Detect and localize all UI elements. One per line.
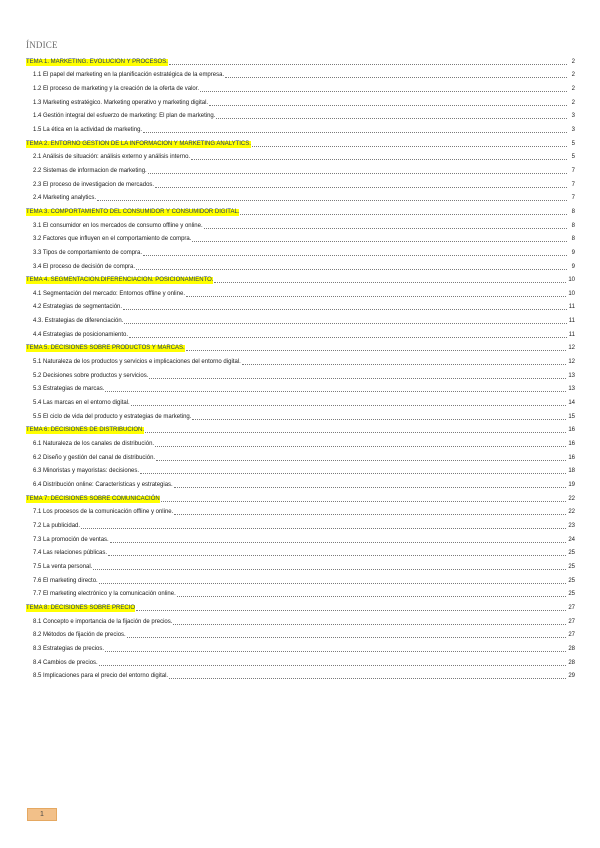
toc-entry-label: 7.6 El marketing directo. bbox=[33, 577, 98, 584]
toc-chapter-link[interactable] bbox=[26, 52, 575, 66]
toc-section-link[interactable] bbox=[26, 175, 575, 189]
toc-section-link[interactable] bbox=[26, 585, 575, 599]
toc-section-link[interactable] bbox=[26, 93, 575, 107]
toc-page-number: 11 bbox=[568, 331, 575, 338]
toc-entry-label: 6.2 Diseño y gestión del canal de distribución. bbox=[33, 454, 156, 461]
dot-leader bbox=[177, 596, 567, 597]
dot-leader bbox=[242, 364, 567, 365]
dot-leader bbox=[127, 637, 567, 638]
toc-page-number: 7 bbox=[571, 195, 575, 202]
toc-entry-label: 1.4 Gestión integral del esfuerzo de marketing: El plan de marketing. bbox=[33, 113, 216, 120]
toc-entry-label: 8.3 Estrategias de precios. bbox=[33, 645, 105, 652]
toc-page-number: 14 bbox=[568, 400, 575, 407]
toc-section-link[interactable] bbox=[26, 298, 575, 312]
dot-leader bbox=[97, 200, 567, 201]
toc-entry-label: 8.5 Implicaciones para el precio del entorno digital. bbox=[33, 673, 169, 680]
dot-leader bbox=[252, 146, 567, 147]
toc-section-link[interactable] bbox=[26, 161, 575, 175]
toc-section-link[interactable] bbox=[26, 475, 575, 489]
toc-entry-label: 4.3. Estrategias de diferenciación. bbox=[33, 318, 124, 325]
toc-page-number: 19 bbox=[568, 482, 575, 488]
toc-page-number: 16 bbox=[568, 441, 575, 448]
toc-section-link[interactable] bbox=[26, 66, 575, 80]
dot-leader bbox=[169, 678, 566, 679]
toc-section-link[interactable] bbox=[26, 557, 575, 571]
dot-leader bbox=[174, 514, 566, 515]
toc-page-number: 9 bbox=[571, 263, 575, 270]
dot-leader bbox=[204, 228, 567, 229]
toc-page-number: 16 bbox=[568, 427, 575, 434]
toc-page-number: 24 bbox=[568, 536, 575, 543]
toc-page-number: 22 bbox=[568, 495, 575, 502]
toc-entry-label: 3.2 Factores que influyen en el comportamiento de compra. bbox=[33, 236, 192, 243]
dot-leader bbox=[214, 282, 566, 283]
toc-entry-label: TEMA 1. MARKETING. EVOLUCION Y PROCESOS. bbox=[26, 58, 168, 65]
dot-leader bbox=[225, 77, 567, 78]
dot-leader bbox=[140, 473, 566, 474]
toc-page-number: 10 bbox=[568, 277, 575, 284]
toc-entry-label: TEMA 8: DECISIONES SOBRE PRECIO bbox=[26, 604, 136, 611]
toc-entry-label: 1.1 El papel del marketing en la planificación estratégica de la empresa. bbox=[33, 72, 225, 79]
toc-chapter-link[interactable] bbox=[26, 134, 575, 148]
table-of-contents bbox=[26, 52, 575, 680]
toc-entry-label: 8.4 Cambios de precios. bbox=[33, 659, 98, 666]
toc-section-link[interactable] bbox=[26, 516, 575, 530]
dot-leader bbox=[81, 528, 566, 529]
dot-leader bbox=[209, 105, 567, 106]
dot-leader bbox=[240, 214, 567, 215]
dot-leader bbox=[93, 569, 566, 570]
dot-leader bbox=[124, 323, 566, 324]
toc-page-number: 27 bbox=[568, 604, 575, 611]
toc-page-number: 12 bbox=[568, 359, 575, 366]
dot-leader bbox=[143, 132, 567, 133]
toc-page-number: 10 bbox=[568, 290, 575, 297]
toc-entry-label: 2.2 Sistemas de informacion de marketing. bbox=[33, 167, 147, 174]
footer-page-number: 1 bbox=[27, 808, 57, 821]
toc-entry-label: TEMA 5. DECISIONES SOBRE PRODUCTOS Y MARCAS. bbox=[26, 345, 185, 352]
dot-leader bbox=[105, 391, 566, 392]
toc-page-number: 8 bbox=[571, 222, 575, 229]
toc-page-number: 7 bbox=[571, 181, 575, 188]
toc-page-number: 3 bbox=[571, 126, 575, 133]
toc-chapter-link[interactable] bbox=[26, 202, 575, 216]
dot-leader bbox=[192, 419, 566, 420]
toc-entry-label: 5.1 Naturaleza de los productos y servicios e implicaciones del entorno digital. bbox=[33, 359, 241, 366]
toc-section-link[interactable] bbox=[26, 434, 575, 448]
toc-entry-label: 8.1 Concepto e importancia de la fijación de precios. bbox=[33, 618, 173, 625]
dot-leader bbox=[186, 350, 567, 351]
toc-entry-label: 4.1 Segmentación del mercado: Entornos offline y online. bbox=[33, 290, 185, 297]
toc-section-link[interactable] bbox=[26, 393, 575, 407]
toc-page-number: 25 bbox=[568, 550, 575, 557]
toc-chapter-link[interactable] bbox=[26, 489, 575, 503]
toc-page-number: 25 bbox=[568, 577, 575, 584]
dot-leader bbox=[191, 159, 567, 160]
dot-leader bbox=[110, 542, 567, 543]
toc-page-number: 8 bbox=[571, 236, 575, 243]
toc-section-link[interactable] bbox=[26, 284, 575, 298]
toc-section-link[interactable] bbox=[26, 311, 575, 325]
toc-section-link[interactable] bbox=[26, 626, 575, 640]
dot-leader bbox=[169, 64, 567, 65]
toc-entry-label: TEMA 4. SEGMENTACION.DIFERENCIACION. POSICIONAMIENTO. bbox=[26, 277, 214, 284]
dot-leader bbox=[186, 296, 566, 297]
toc-section-link[interactable] bbox=[26, 79, 575, 93]
toc-entry-label: 2.3 El proceso de investigacion de mercados. bbox=[33, 181, 155, 188]
toc-entry-label: 4.4 Estrategias de posicionamiento. bbox=[33, 331, 129, 338]
toc-page-number: 13 bbox=[568, 372, 575, 379]
toc-entry-label: 7.4 Las relaciones públicas. bbox=[33, 550, 108, 557]
toc-entry-label: 5.2 Decisiones sobre productos y servicios. bbox=[33, 372, 149, 379]
toc-page-number: 28 bbox=[568, 659, 575, 666]
toc-section-link[interactable] bbox=[26, 352, 575, 366]
dot-leader bbox=[145, 432, 566, 433]
dot-leader bbox=[192, 241, 567, 242]
toc-section-link[interactable] bbox=[26, 107, 575, 121]
dot-leader bbox=[173, 624, 566, 625]
toc-section-link[interactable] bbox=[26, 257, 575, 271]
toc-section-link[interactable] bbox=[26, 216, 575, 230]
toc-chapter-link[interactable] bbox=[26, 421, 575, 435]
toc-page-number: 16 bbox=[568, 454, 575, 461]
toc-page-number: 22 bbox=[568, 509, 575, 516]
toc-section-link[interactable] bbox=[26, 407, 575, 421]
toc-page-number: 28 bbox=[568, 645, 575, 652]
dot-leader bbox=[161, 501, 567, 502]
dot-leader bbox=[136, 269, 567, 270]
toc-entry-label: 6.1 Naturaleza de los canales de distribución. bbox=[33, 441, 155, 448]
toc-section-link[interactable] bbox=[26, 380, 575, 394]
toc-entry-label: TEMA 6: DECISIONES DE DISTRIBUCION. bbox=[26, 427, 145, 434]
dot-leader bbox=[105, 651, 566, 652]
toc-entry-label: 7.7 El marketing electrónico y la comunicación online. bbox=[33, 591, 176, 598]
toc-section-link[interactable] bbox=[26, 243, 575, 257]
dot-leader bbox=[155, 446, 566, 447]
dot-leader bbox=[216, 118, 567, 119]
toc-page-number: 12 bbox=[568, 345, 575, 352]
dot-leader bbox=[108, 555, 566, 556]
toc-entry-label: 6.4 Distribución online: Características y estrategias. bbox=[33, 482, 173, 488]
toc-section-link[interactable] bbox=[26, 462, 575, 476]
toc-page-number: 2 bbox=[571, 85, 575, 92]
toc-section-link[interactable] bbox=[26, 544, 575, 558]
dot-leader bbox=[156, 460, 566, 461]
toc-entry-label: 3.3 Tipos de comportamiento de compra. bbox=[33, 249, 143, 256]
toc-entry-label: 1.2 El proceso de marketing y la creación de la oferta de valor. bbox=[33, 85, 200, 92]
toc-entry-label: 3.4 El proceso de decisión de compra. bbox=[33, 263, 136, 270]
dot-leader bbox=[174, 487, 567, 488]
dot-leader bbox=[149, 378, 566, 379]
toc-section-link[interactable] bbox=[26, 148, 575, 162]
toc-section-link[interactable] bbox=[26, 230, 575, 244]
toc-section-link[interactable] bbox=[26, 530, 575, 544]
toc-entry-label: TEMA 2. ENTORNO GESTION DE LA INFORMACION Y MARKETING ANALYTICS. bbox=[26, 140, 251, 147]
toc-page-number: 5 bbox=[571, 154, 575, 161]
toc-section-link[interactable] bbox=[26, 503, 575, 517]
toc-entry-label: 1.5 La ética en la actividad de marketing. bbox=[33, 126, 143, 133]
dot-leader bbox=[99, 583, 567, 584]
dot-leader bbox=[143, 255, 567, 256]
toc-section-link[interactable] bbox=[26, 366, 575, 380]
toc-page-number: 3 bbox=[571, 113, 575, 120]
toc-entry-label: 3.1 El consumidor en los mercados de consumo offline y online. bbox=[33, 222, 203, 229]
dot-leader bbox=[155, 187, 567, 188]
toc-entry-label: 8.2 Métodos de fijación de precios. bbox=[33, 632, 126, 639]
toc-page-number: 15 bbox=[568, 413, 575, 420]
toc-entry-label: 2.4 Marketing analytics. bbox=[33, 195, 97, 202]
toc-page-number: 2 bbox=[571, 58, 575, 65]
toc-page-number: 11 bbox=[568, 304, 575, 311]
dot-leader bbox=[99, 665, 567, 666]
dot-leader bbox=[129, 337, 567, 338]
dot-leader bbox=[136, 610, 566, 611]
toc-section-link[interactable] bbox=[26, 571, 575, 585]
toc-entry-label: 7.3 La promoción de ventas. bbox=[33, 536, 109, 543]
toc-section-link[interactable] bbox=[26, 448, 575, 462]
toc-entry-label: 7.5 La venta personal. bbox=[33, 563, 93, 570]
toc-page-number: 23 bbox=[568, 522, 575, 529]
toc-entry-label: 5.4 Las marcas en el entorno digital. bbox=[33, 400, 130, 407]
toc-page-number: 2 bbox=[571, 99, 575, 106]
dot-leader bbox=[148, 173, 567, 174]
toc-entry-label: 4.2 Estrategias de segmentación. bbox=[33, 304, 123, 311]
toc-chapter-link[interactable] bbox=[26, 271, 575, 285]
toc-section-link[interactable] bbox=[26, 120, 575, 134]
toc-chapter-link[interactable] bbox=[26, 598, 575, 612]
toc-page-number: 29 bbox=[568, 673, 575, 680]
toc-page-number: 7 bbox=[571, 167, 575, 174]
toc-entry-label: 5.5 El ciclo de vida del producto y estrategias de marketing. bbox=[33, 413, 192, 420]
toc-page-number: 27 bbox=[568, 632, 575, 639]
toc-entry-label: 2.1 Análisis de situación: análisis externo y análisis interno. bbox=[33, 154, 191, 161]
toc-section-link[interactable] bbox=[26, 653, 575, 667]
dot-leader bbox=[200, 91, 567, 92]
toc-page-number: 13 bbox=[568, 386, 575, 393]
toc-page-number: 9 bbox=[571, 249, 575, 256]
dot-leader bbox=[123, 309, 567, 310]
toc-section-link[interactable] bbox=[26, 639, 575, 653]
toc-entry-label: 1.3 Marketing estratégico. Marketing operativo y marketing digital. bbox=[33, 99, 209, 106]
toc-page-number: 5 bbox=[571, 140, 575, 147]
toc-section-link[interactable] bbox=[26, 189, 575, 203]
toc-entry-label: TEMA 7: DECISIONES SOBRE COMUNICACIÓN bbox=[26, 495, 160, 502]
toc-entry-label: 7.2 La publicidad. bbox=[33, 522, 81, 529]
toc-section-link[interactable] bbox=[26, 612, 575, 626]
toc-page-number: 25 bbox=[568, 591, 575, 598]
toc-page-number: 11 bbox=[568, 318, 575, 325]
toc-section-link[interactable] bbox=[26, 667, 575, 681]
toc-entry-label: 7.1 Los procesos de la comunicación offline y online. bbox=[33, 509, 174, 516]
toc-chapter-link[interactable] bbox=[26, 339, 575, 353]
dot-leader bbox=[131, 405, 567, 406]
toc-page-number: 8 bbox=[571, 208, 575, 215]
toc-entry-label: TEMA 3. COMPORTAMIENTO DEL CONSUMIDOR Y CONSUMIDOR DIGITAL. bbox=[26, 208, 240, 215]
toc-page-number: 2 bbox=[571, 72, 575, 79]
toc-section-link[interactable] bbox=[26, 325, 575, 339]
toc-page-number: 25 bbox=[568, 563, 575, 570]
toc-entry-label: 5.3 Estrategias de marcas. bbox=[33, 386, 105, 393]
toc-page-number: 18 bbox=[568, 468, 575, 475]
page-title: ÍNDICE bbox=[26, 40, 58, 50]
toc-page-number: 27 bbox=[568, 618, 575, 625]
toc-entry-label: 6.3 Minoristas y mayoristas: decisiones. bbox=[33, 468, 140, 475]
